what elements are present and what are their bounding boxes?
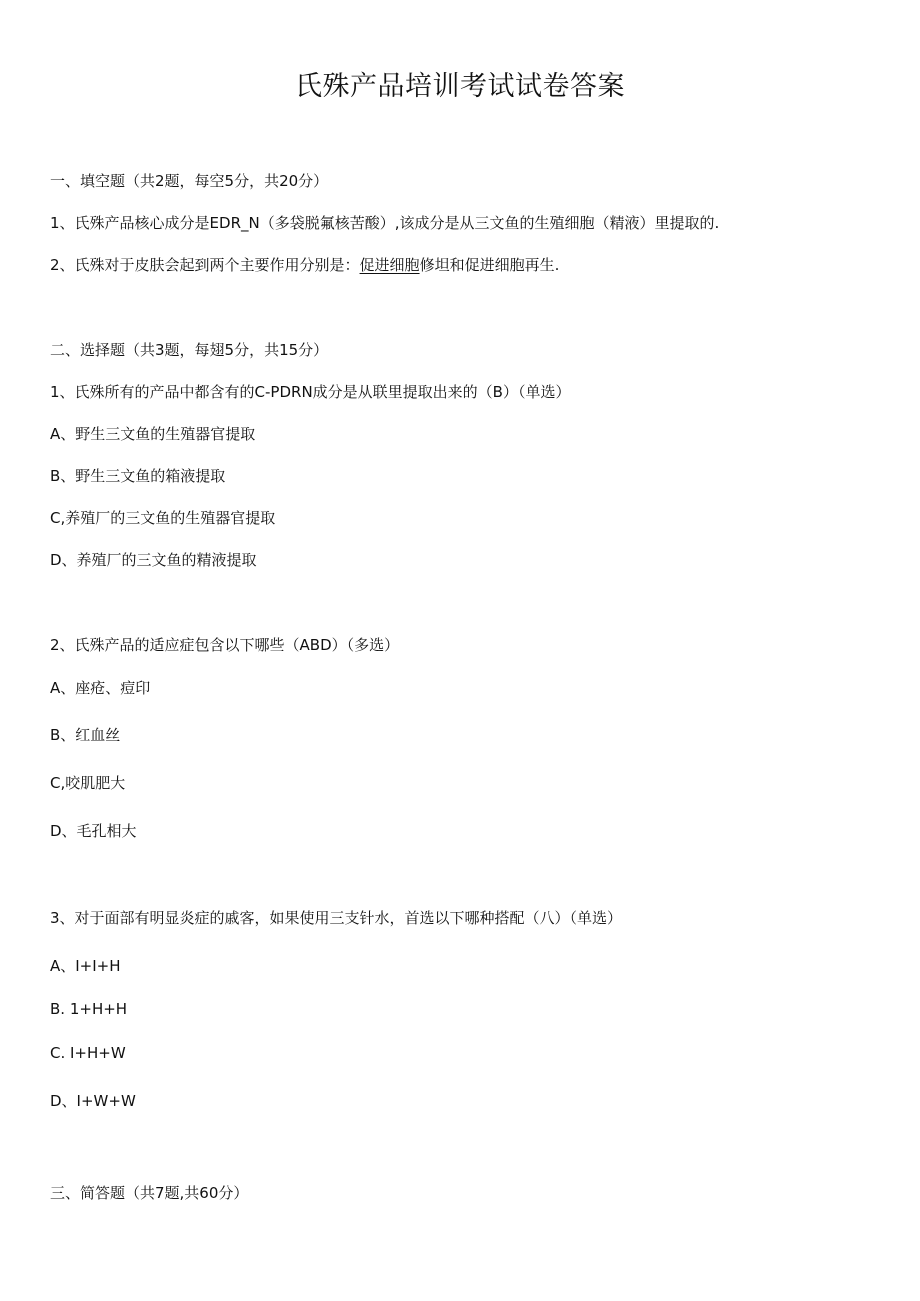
q1-option-b: B、野生三文鱼的箱液提取 bbox=[50, 467, 226, 485]
q3-option-b: B. 1+H+H bbox=[50, 1000, 128, 1018]
choice-question-1: 1、氏殊所有的产品中都含有的C-PDRN成分是从联里提取出来的（B）（单选） bbox=[50, 383, 571, 401]
q1-option-d: D、养殖厂的三文鱼的精液提取 bbox=[50, 551, 257, 569]
section1-heading: 一、填空题（共2题，每空5分，共20分） bbox=[50, 172, 329, 190]
q1-option-c: C,养殖厂的三文鱼的生殖器官提取 bbox=[50, 509, 276, 527]
q1-option-a: A、野生三文鱼的生殖器官提取 bbox=[50, 425, 256, 443]
choice-question-2: 2、氏殊产品的适应症包含以下哪些（ABD）（多选） bbox=[50, 636, 400, 654]
q2-option-b: B、红血丝 bbox=[50, 726, 121, 744]
fill-question-2-prefix: 2、氏殊对于皮肤会起到两个主要作用分别是： bbox=[50, 256, 360, 274]
section2-heading: 二、选择题（共3题，每翅5分，共15分） bbox=[50, 341, 329, 359]
q2-option-c: C,咬肌肥大 bbox=[50, 774, 126, 792]
section3-heading: 三、简答题（共7题,共60分） bbox=[50, 1184, 249, 1202]
q2-option-a: A、座疮、痘印 bbox=[50, 679, 151, 697]
q2-option-d: D、毛孔相大 bbox=[50, 822, 137, 840]
fill-answer-underlined: 促进细胞 bbox=[359, 256, 420, 274]
q3-option-d: D、I+W+W bbox=[50, 1092, 136, 1110]
choice-question-3: 3、对于面部有明显炎症的戚客，如果使用三支针水，首选以下哪种搭配（八）（单选） bbox=[50, 909, 623, 927]
fill-question-2-suffix: 修坦和促进细胞再生. bbox=[419, 256, 560, 274]
q3-option-c: C. I+H+W bbox=[50, 1044, 126, 1062]
document-title: 氏殊产品培训考试试卷答案 bbox=[295, 71, 625, 102]
fill-question-1: 1、氏殊产品核心成分是EDR_N（多袋脱氟核苦酸）,该成分是从三文鱼的生殖细胞（精液）里提取的. bbox=[50, 214, 720, 232]
fill-question-2 bbox=[50, 254, 559, 275]
q3-option-a: A、I+I+H bbox=[50, 957, 121, 975]
